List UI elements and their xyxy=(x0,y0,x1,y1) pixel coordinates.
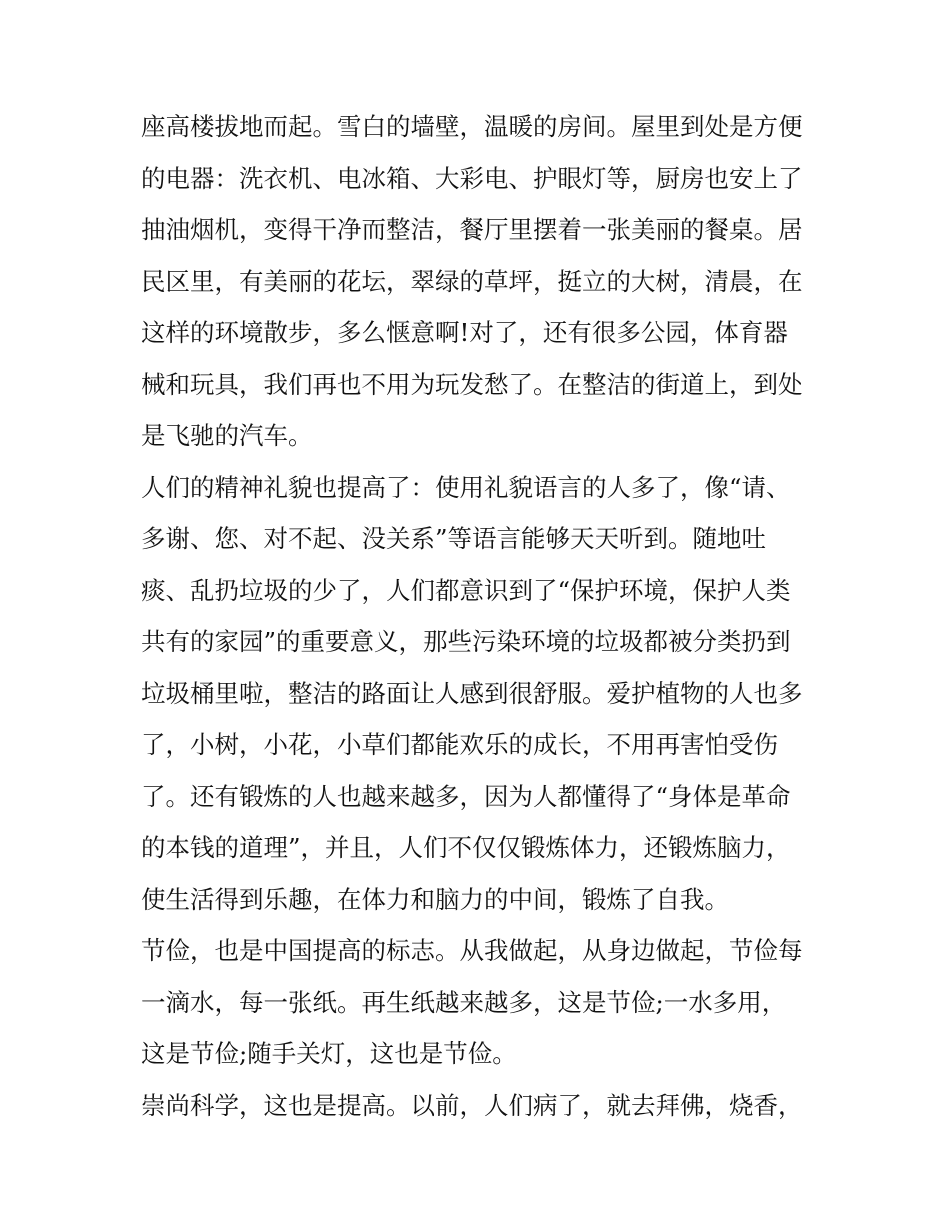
text-line: 一滴水，每一张纸。再生纸越来越多，这是节俭;一水多用， xyxy=(141,988,787,1017)
text-line: 节俭，也是中国提高的标志。从我做起，从身边做起，节俭每 xyxy=(141,936,803,965)
text-line: 了，小树，小花，小草们都能欢乐的成长，不用再害怕受伤 xyxy=(141,730,778,759)
text-line: 使生活得到乐趣，在体力和脑力的中间，锻炼了自我。 xyxy=(141,885,729,914)
text-line: 多谢、您、对不起、没关系”等语言能够天天听到。随地吐 xyxy=(141,524,767,553)
text-line: 人们的精神礼貌也提高了：使用礼貌语言的人多了，像“请、 xyxy=(141,473,791,502)
text-line: 这样的环境散步，多么惬意啊!对了，还有很多公园，体育器 xyxy=(141,318,788,347)
text-line: 抽油烟机，变得干净而整洁，餐厅里摆着一张美丽的餐桌。居 xyxy=(141,215,803,244)
text-line: 共有的家园”的重要意义，那些污染环境的垃圾都被分类扔到 xyxy=(141,627,791,656)
text-line: 了。还有锻炼的人也越来越多，因为人都懂得了“身体是革命 xyxy=(141,782,791,811)
text-line: 垃圾桶里啦，整洁的路面让人感到很舒服。爱护植物的人也多 xyxy=(141,679,803,708)
text-line: 的本钱的道理”，并且，人们不仅仅锻炼体力，还锻炼脑力， xyxy=(141,833,791,862)
text-line: 的电器：洗衣机、电冰箱、大彩电、护眼灯等，厨房也安上了 xyxy=(141,164,803,193)
text-line: 械和玩具，我们再也不用为玩发愁了。在整洁的街道上，到处 xyxy=(141,370,803,399)
text-line: 崇尚科学，这也是提高。以前，人们病了，就去拜佛，烧香， xyxy=(141,1091,803,1120)
text-line: 民区里，有美丽的花坛，翠绿的草坪，挺立的大树，清晨，在 xyxy=(141,267,803,296)
text-line: 是飞驰的汽车。 xyxy=(141,421,313,450)
text-line: 这是节俭;随手关灯，这也是节俭。 xyxy=(141,1039,517,1068)
text-line: 痰、乱扔垃圾的少了，人们都意识到了“保护环境，保护人类 xyxy=(141,576,791,605)
text-line: 座高楼拔地而起。雪白的墙壁，温暖的房间。屋里到处是方便 xyxy=(141,112,803,141)
